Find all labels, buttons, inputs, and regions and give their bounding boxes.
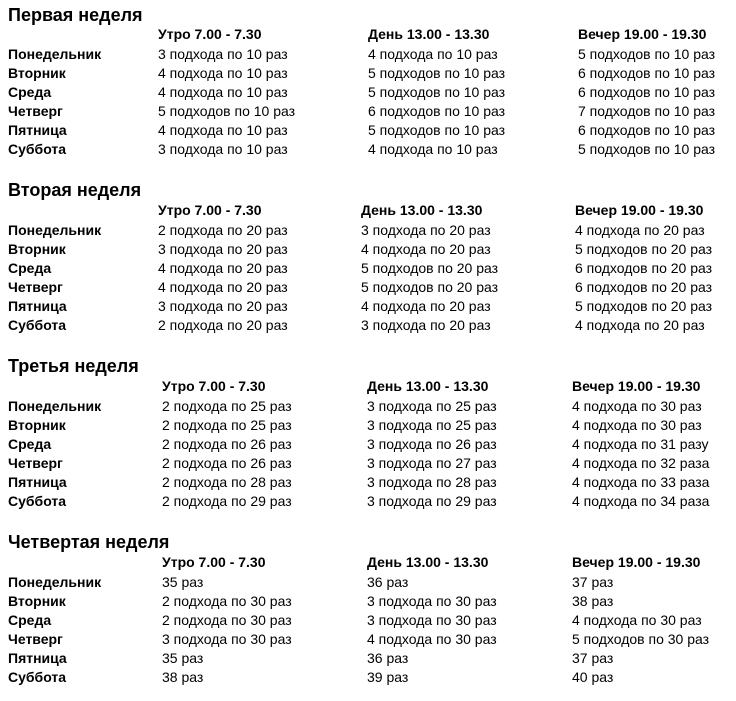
cell-evening: 7 подходов по 10 раз bbox=[578, 103, 716, 119]
table-row bbox=[0, 611, 736, 630]
day-label: Четверг bbox=[8, 631, 63, 647]
cell-evening: 5 подходов по 10 раз bbox=[578, 141, 716, 157]
cell-evening: 38 раз bbox=[572, 593, 614, 609]
cell-morning: 4 подхода по 10 раз bbox=[158, 122, 288, 138]
day-label: Понедельник bbox=[8, 46, 102, 62]
cell-afternoon: 3 подхода по 25 раз bbox=[367, 398, 497, 414]
cell-morning: 3 подхода по 20 раз bbox=[158, 241, 288, 257]
cell-morning: 2 подхода по 25 раз bbox=[162, 398, 292, 414]
table-row bbox=[0, 278, 736, 297]
column-header-morning: Утро 7.00 - 7.30 bbox=[162, 554, 266, 570]
column-header-afternoon: День 13.00 - 13.30 bbox=[367, 378, 489, 394]
column-header-afternoon: День 13.00 - 13.30 bbox=[368, 26, 490, 42]
day-label: Среда bbox=[8, 260, 52, 276]
cell-morning: 2 подхода по 29 раз bbox=[162, 493, 292, 509]
table-row bbox=[0, 454, 736, 473]
cell-afternoon: 6 подходов по 10 раз bbox=[368, 103, 506, 119]
cell-evening: 5 подходов по 10 раз bbox=[578, 46, 716, 62]
cell-morning: 2 подхода по 26 раз bbox=[162, 436, 292, 452]
table-row bbox=[0, 240, 736, 259]
cell-evening: 37 раз bbox=[572, 574, 614, 590]
day-label: Четверг bbox=[8, 279, 63, 295]
cell-afternoon: 3 подхода по 20 раз bbox=[361, 222, 491, 238]
day-label: Суббота bbox=[8, 493, 67, 509]
week-title-2: Вторая неделя bbox=[8, 180, 142, 200]
cell-evening: 37 раз bbox=[572, 650, 614, 666]
column-header-afternoon: День 13.00 - 13.30 bbox=[361, 202, 483, 218]
table-row bbox=[0, 435, 736, 454]
cell-morning: 38 раз bbox=[162, 669, 204, 685]
table-row bbox=[0, 668, 736, 687]
table-row bbox=[0, 45, 736, 64]
column-header-evening: Вечер 19.00 - 19.30 bbox=[575, 202, 704, 218]
table-row bbox=[0, 316, 736, 335]
table-row bbox=[0, 397, 736, 416]
cell-evening: 4 подхода по 30 раз bbox=[572, 398, 702, 414]
table-row bbox=[0, 121, 736, 140]
cell-morning: 35 раз bbox=[162, 574, 204, 590]
cell-evening: 6 подходов по 10 раз bbox=[578, 65, 716, 81]
table-row bbox=[0, 102, 736, 121]
cell-morning: 2 подхода по 26 раз bbox=[162, 455, 292, 471]
cell-afternoon: 3 подхода по 30 раз bbox=[367, 612, 497, 628]
cell-evening: 4 подхода по 20 раз bbox=[575, 222, 705, 238]
cell-afternoon: 5 подходов по 10 раз bbox=[368, 65, 506, 81]
cell-afternoon: 4 подхода по 10 раз bbox=[368, 141, 498, 157]
cell-evening: 4 подхода по 33 раза bbox=[572, 474, 710, 490]
week-title-4: Четвертая неделя bbox=[8, 532, 170, 552]
cell-evening: 4 подхода по 34 раза bbox=[572, 493, 710, 509]
day-label: Четверг bbox=[8, 455, 63, 471]
cell-afternoon: 3 подхода по 27 раз bbox=[367, 455, 497, 471]
table-row bbox=[0, 573, 736, 592]
table-row bbox=[0, 630, 736, 649]
cell-evening: 5 подходов по 20 раз bbox=[575, 241, 713, 257]
day-label: Вторник bbox=[8, 241, 66, 257]
cell-afternoon: 3 подхода по 30 раз bbox=[367, 593, 497, 609]
table-row bbox=[0, 259, 736, 278]
week-title-1: Первая неделя bbox=[8, 5, 143, 25]
table-row bbox=[0, 416, 736, 435]
week-4-header-row bbox=[0, 553, 736, 572]
cell-evening: 40 раз bbox=[572, 669, 614, 685]
day-label: Понедельник bbox=[8, 398, 102, 414]
table-row bbox=[0, 492, 736, 511]
week-title-3: Третья неделя bbox=[8, 356, 139, 376]
day-label: Пятница bbox=[8, 298, 67, 314]
cell-afternoon: 36 раз bbox=[367, 650, 409, 666]
week-2-header-row bbox=[0, 201, 736, 220]
cell-afternoon: 5 подходов по 10 раз bbox=[368, 84, 506, 100]
cell-morning: 4 подхода по 10 раз bbox=[158, 84, 288, 100]
week-3-header-row bbox=[0, 377, 736, 396]
cell-afternoon: 5 подходов по 10 раз bbox=[368, 122, 506, 138]
table-row bbox=[0, 221, 736, 240]
cell-morning: 35 раз bbox=[162, 650, 204, 666]
cell-afternoon: 5 подходов по 20 раз bbox=[361, 260, 499, 276]
cell-morning: 3 подхода по 10 раз bbox=[158, 46, 288, 62]
cell-morning: 3 подхода по 10 раз bbox=[158, 141, 288, 157]
cell-morning: 2 подхода по 25 раз bbox=[162, 417, 292, 433]
column-header-morning: Утро 7.00 - 7.30 bbox=[158, 26, 262, 42]
day-label: Пятница bbox=[8, 650, 67, 666]
day-label: Вторник bbox=[8, 417, 66, 433]
cell-morning: 4 подхода по 10 раз bbox=[158, 65, 288, 81]
day-label: Понедельник bbox=[8, 222, 102, 238]
cell-afternoon: 36 раз bbox=[367, 574, 409, 590]
cell-afternoon: 3 подхода по 28 раз bbox=[367, 474, 497, 490]
cell-afternoon: 4 подхода по 10 раз bbox=[368, 46, 498, 62]
day-label: Среда bbox=[8, 84, 52, 100]
cell-morning: 2 подхода по 20 раз bbox=[158, 317, 288, 333]
week-1-header-row bbox=[0, 25, 736, 44]
day-label: Пятница bbox=[8, 122, 67, 138]
column-header-evening: Вечер 19.00 - 19.30 bbox=[578, 26, 707, 42]
cell-afternoon: 5 подходов по 20 раз bbox=[361, 279, 499, 295]
cell-evening: 5 подходов по 20 раз bbox=[575, 298, 713, 314]
column-header-morning: Утро 7.00 - 7.30 bbox=[162, 378, 266, 394]
cell-afternoon: 39 раз bbox=[367, 669, 409, 685]
cell-evening: 5 подходов по 30 раз bbox=[572, 631, 710, 647]
cell-morning: 2 подхода по 30 раз bbox=[162, 612, 292, 628]
column-header-morning: Утро 7.00 - 7.30 bbox=[158, 202, 262, 218]
table-row bbox=[0, 649, 736, 668]
cell-morning: 5 подходов по 10 раз bbox=[158, 103, 296, 119]
cell-evening: 4 подхода по 20 раз bbox=[575, 317, 705, 333]
column-header-evening: Вечер 19.00 - 19.30 bbox=[572, 554, 701, 570]
cell-morning: 2 подхода по 20 раз bbox=[158, 222, 288, 238]
cell-evening: 6 подходов по 20 раз bbox=[575, 260, 713, 276]
day-label: Суббота bbox=[8, 317, 67, 333]
cell-afternoon: 4 подхода по 30 раз bbox=[367, 631, 497, 647]
cell-afternoon: 4 подхода по 20 раз bbox=[361, 241, 491, 257]
day-label: Среда bbox=[8, 612, 52, 628]
cell-evening: 6 подходов по 10 раз bbox=[578, 122, 716, 138]
cell-morning: 3 подхода по 20 раз bbox=[158, 298, 288, 314]
day-label: Вторник bbox=[8, 65, 66, 81]
cell-morning: 4 подхода по 20 раз bbox=[158, 279, 288, 295]
table-row bbox=[0, 473, 736, 492]
day-label: Вторник bbox=[8, 593, 66, 609]
column-header-evening: Вечер 19.00 - 19.30 bbox=[572, 378, 701, 394]
cell-evening: 4 подхода по 31 разу bbox=[572, 436, 709, 452]
cell-morning: 2 подхода по 28 раз bbox=[162, 474, 292, 490]
table-row bbox=[0, 140, 736, 159]
cell-afternoon: 4 подхода по 20 раз bbox=[361, 298, 491, 314]
table-row bbox=[0, 592, 736, 611]
day-label: Пятница bbox=[8, 474, 67, 490]
cell-morning: 2 подхода по 30 раз bbox=[162, 593, 292, 609]
column-header-afternoon: День 13.00 - 13.30 bbox=[367, 554, 489, 570]
cell-afternoon: 3 подхода по 29 раз bbox=[367, 493, 497, 509]
day-label: Суббота bbox=[8, 669, 67, 685]
day-label: Понедельник bbox=[8, 574, 102, 590]
table-row bbox=[0, 297, 736, 316]
cell-afternoon: 3 подхода по 26 раз bbox=[367, 436, 497, 452]
day-label: Четверг bbox=[8, 103, 63, 119]
cell-morning: 3 подхода по 30 раз bbox=[162, 631, 292, 647]
cell-afternoon: 3 подхода по 20 раз bbox=[361, 317, 491, 333]
cell-afternoon: 3 подхода по 25 раз bbox=[367, 417, 497, 433]
cell-evening: 4 подхода по 30 раз bbox=[572, 612, 702, 628]
day-label: Суббота bbox=[8, 141, 67, 157]
table-row bbox=[0, 83, 736, 102]
cell-evening: 4 подхода по 30 раз bbox=[572, 417, 702, 433]
cell-morning: 4 подхода по 20 раз bbox=[158, 260, 288, 276]
cell-evening: 4 подхода по 32 раза bbox=[572, 455, 710, 471]
cell-evening: 6 подходов по 20 раз bbox=[575, 279, 713, 295]
table-row bbox=[0, 64, 736, 83]
day-label: Среда bbox=[8, 436, 52, 452]
cell-evening: 6 подходов по 10 раз bbox=[578, 84, 716, 100]
